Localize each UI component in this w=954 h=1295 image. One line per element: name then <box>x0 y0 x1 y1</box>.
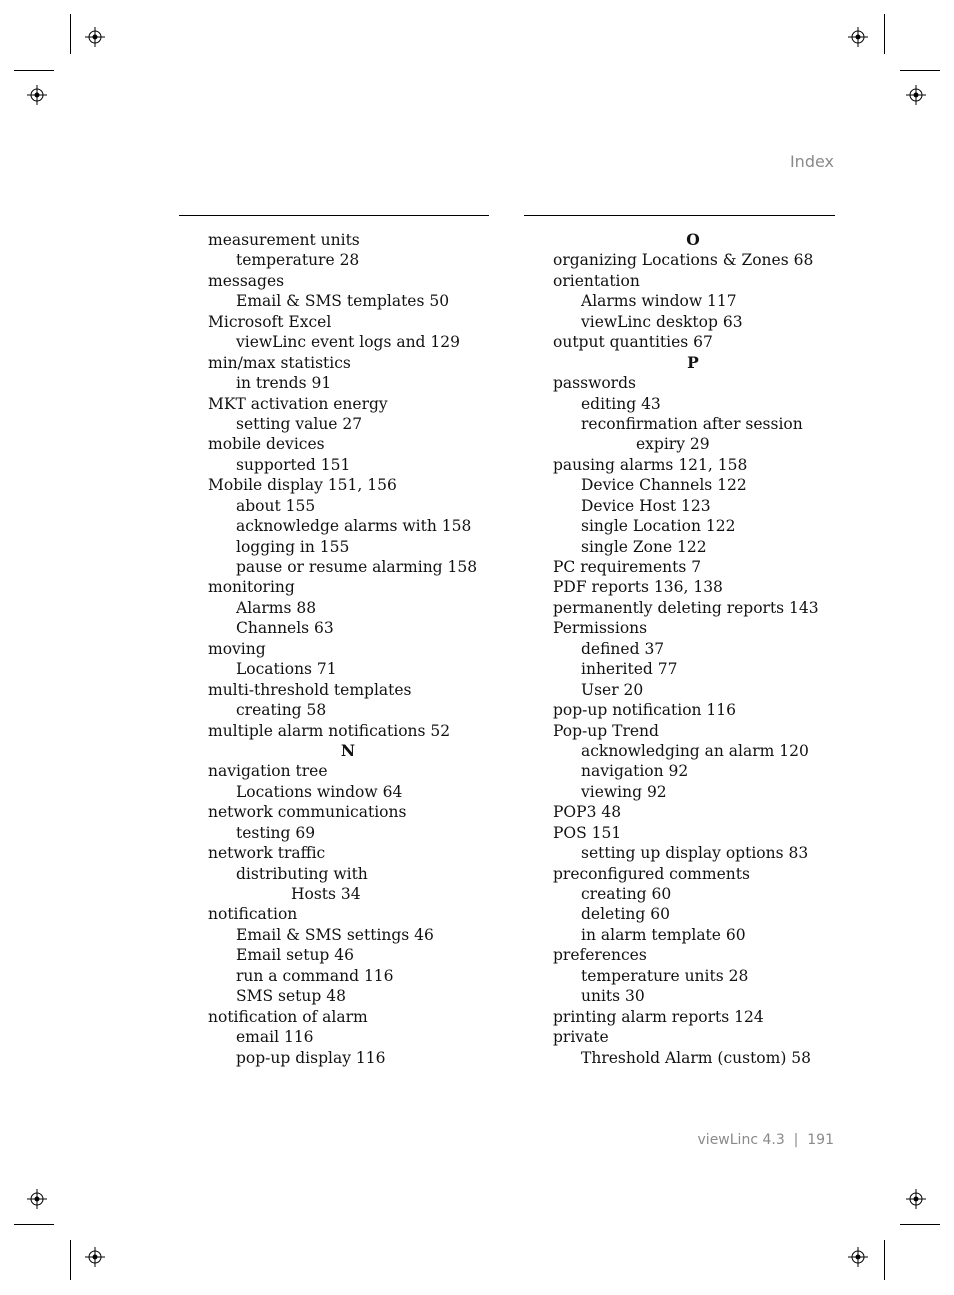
crop-mark <box>70 14 71 54</box>
index-subentry: supported 151 <box>236 455 351 474</box>
index-subentry: Locations 71 <box>236 660 337 679</box>
index-entry: output quantities 67 <box>553 333 713 352</box>
registration-mark-icon <box>848 1247 868 1267</box>
registration-mark-icon <box>85 27 105 47</box>
index-subentry: setting value 27 <box>236 414 363 433</box>
index-entry: pop-up notification 116 <box>553 701 737 720</box>
column-rule-right <box>524 215 835 216</box>
index-subentry: creating 60 <box>581 885 672 903</box>
index-entry: moving <box>208 639 266 658</box>
index-subentry: creating 58 <box>236 701 327 720</box>
index-entry: pausing alarms 121, 158 <box>553 455 748 474</box>
page-footer <box>698 1132 834 1148</box>
crop-mark <box>14 1224 54 1225</box>
index-subentry: editing 43 <box>581 394 661 413</box>
index-subentry: Locations window 64 <box>236 782 403 801</box>
index-entry: POP3 48 <box>553 803 622 822</box>
footer-product: viewLinc 4.3 <box>697 1132 785 1148</box>
index-subentry: inherited 77 <box>581 660 678 679</box>
registration-mark-icon <box>85 1247 105 1267</box>
index-entry: multiple alarm notifications 52 <box>208 721 451 740</box>
index-entry: network traffic <box>208 844 326 863</box>
index-subentry: Channels 63 <box>236 619 334 638</box>
index-subentry: reconfirmation after session <box>581 414 803 433</box>
index-subentry: acknowledging an alarm 120 <box>581 741 809 760</box>
crop-mark <box>14 70 54 71</box>
registration-mark-icon <box>906 85 926 105</box>
index-entry: printing alarm reports 124 <box>553 1007 764 1026</box>
index-subentry: run a command 116 <box>236 966 394 985</box>
index-entry: messages <box>208 271 285 290</box>
index-subentry: Alarms 88 <box>236 598 317 617</box>
index-subentry: Device Channels 122 <box>581 476 747 495</box>
index-letter-heading: N <box>340 740 356 760</box>
index-entry: MKT activation energy <box>208 394 388 413</box>
index-entry: Permissions <box>553 619 648 638</box>
index-subentry: User 20 <box>581 680 644 699</box>
crop-mark <box>884 14 885 54</box>
index-subentry: defined 37 <box>581 639 665 658</box>
index-subentry: deleting 60 <box>581 905 670 924</box>
crop-mark <box>70 1240 71 1280</box>
index-subentry: email 116 <box>236 1028 314 1047</box>
column-rule-left <box>179 215 489 216</box>
registration-mark-icon <box>27 1189 47 1209</box>
crop-mark <box>900 1224 940 1225</box>
index-subentry: viewLinc desktop 63 <box>581 312 743 331</box>
index-column-left <box>208 230 488 1068</box>
index-subentry: Hosts 34 <box>291 885 361 903</box>
index-entry: permanently deleting reports 143 <box>553 598 819 617</box>
index-entry: mobile devices <box>208 435 325 454</box>
index-subentry: in trends 91 <box>236 374 332 393</box>
registration-mark-icon <box>848 27 868 47</box>
index-subentry: in alarm template 60 <box>581 925 746 944</box>
index-subentry: single Zone 122 <box>581 537 707 556</box>
page-number: 191 <box>807 1132 834 1148</box>
index-entry: POS 151 <box>553 823 622 842</box>
index-entry: Microsoft Excel <box>208 312 332 331</box>
index-subentry: distributing with <box>236 864 368 883</box>
index-entry: preconfigured comments <box>553 864 750 883</box>
crop-mark <box>900 70 940 71</box>
running-header: Index <box>789 152 834 171</box>
index-entry: notification <box>208 905 298 924</box>
index-entry: measurement units <box>208 231 360 249</box>
index-subentry: viewing 92 <box>581 782 667 801</box>
index-entry: preferences <box>553 946 647 965</box>
index-entry: PC requirements 7 <box>553 558 702 576</box>
index-subentry: units 30 <box>581 987 645 1006</box>
footer-separator: | <box>793 1132 799 1148</box>
index-entry: Pop-up Trend <box>553 721 659 740</box>
index-subentry: Email & SMS templates 50 <box>236 292 450 311</box>
index-subentry: viewLinc event logs and 129 <box>236 333 460 352</box>
index-subentry: temperature 28 <box>236 251 360 270</box>
index-subentry: expiry 29 <box>636 435 710 454</box>
index-entry: PDF reports 136, 138 <box>553 578 723 597</box>
index-subentry: navigation 92 <box>581 762 689 781</box>
index-entry: passwords <box>553 374 636 393</box>
index-subentry: pause or resume alarming 158 <box>236 558 478 576</box>
index-subentry: single Location 122 <box>581 517 736 536</box>
index-entry: organizing Locations & Zones 68 <box>553 251 814 270</box>
index-subentry: acknowledge alarms with 158 <box>236 517 472 536</box>
index-entry: network communications <box>208 803 407 822</box>
index-entry: min/max statistics <box>208 353 351 372</box>
registration-mark-icon <box>27 85 47 105</box>
index-column-right <box>553 230 833 1068</box>
index-subentry: pop-up display 116 <box>236 1048 386 1067</box>
index-letter-heading: O <box>686 230 700 249</box>
index-subentry: temperature units 28 <box>581 966 749 985</box>
index-entry: monitoring <box>208 578 295 597</box>
index-subentry: Alarms window 117 <box>581 292 737 311</box>
index-subentry: Email setup 46 <box>236 946 355 965</box>
index-subentry: testing 69 <box>236 823 316 842</box>
index-entry: orientation <box>553 271 640 290</box>
index-subentry: about 155 <box>236 496 316 515</box>
registration-mark-icon <box>906 1189 926 1209</box>
index-subentry: Device Host 123 <box>581 496 711 515</box>
index-subentry: Email & SMS settings 46 <box>236 925 434 944</box>
index-entry: notification of alarm <box>208 1007 368 1026</box>
index-subentry: Threshold Alarm (custom) 58 <box>581 1048 812 1067</box>
crop-mark <box>884 1240 885 1280</box>
index-subentry: logging in 155 <box>236 537 350 556</box>
index-entry: Mobile display 151, 156 <box>208 476 397 495</box>
index-subentry: SMS setup 48 <box>236 987 346 1006</box>
index-letter-heading: P <box>687 352 699 372</box>
index-entry: navigation tree <box>208 762 328 781</box>
index-entry: multi-threshold templates <box>208 680 412 699</box>
index-subentry: setting up display options 83 <box>581 844 809 863</box>
index-entry: private <box>553 1028 609 1047</box>
